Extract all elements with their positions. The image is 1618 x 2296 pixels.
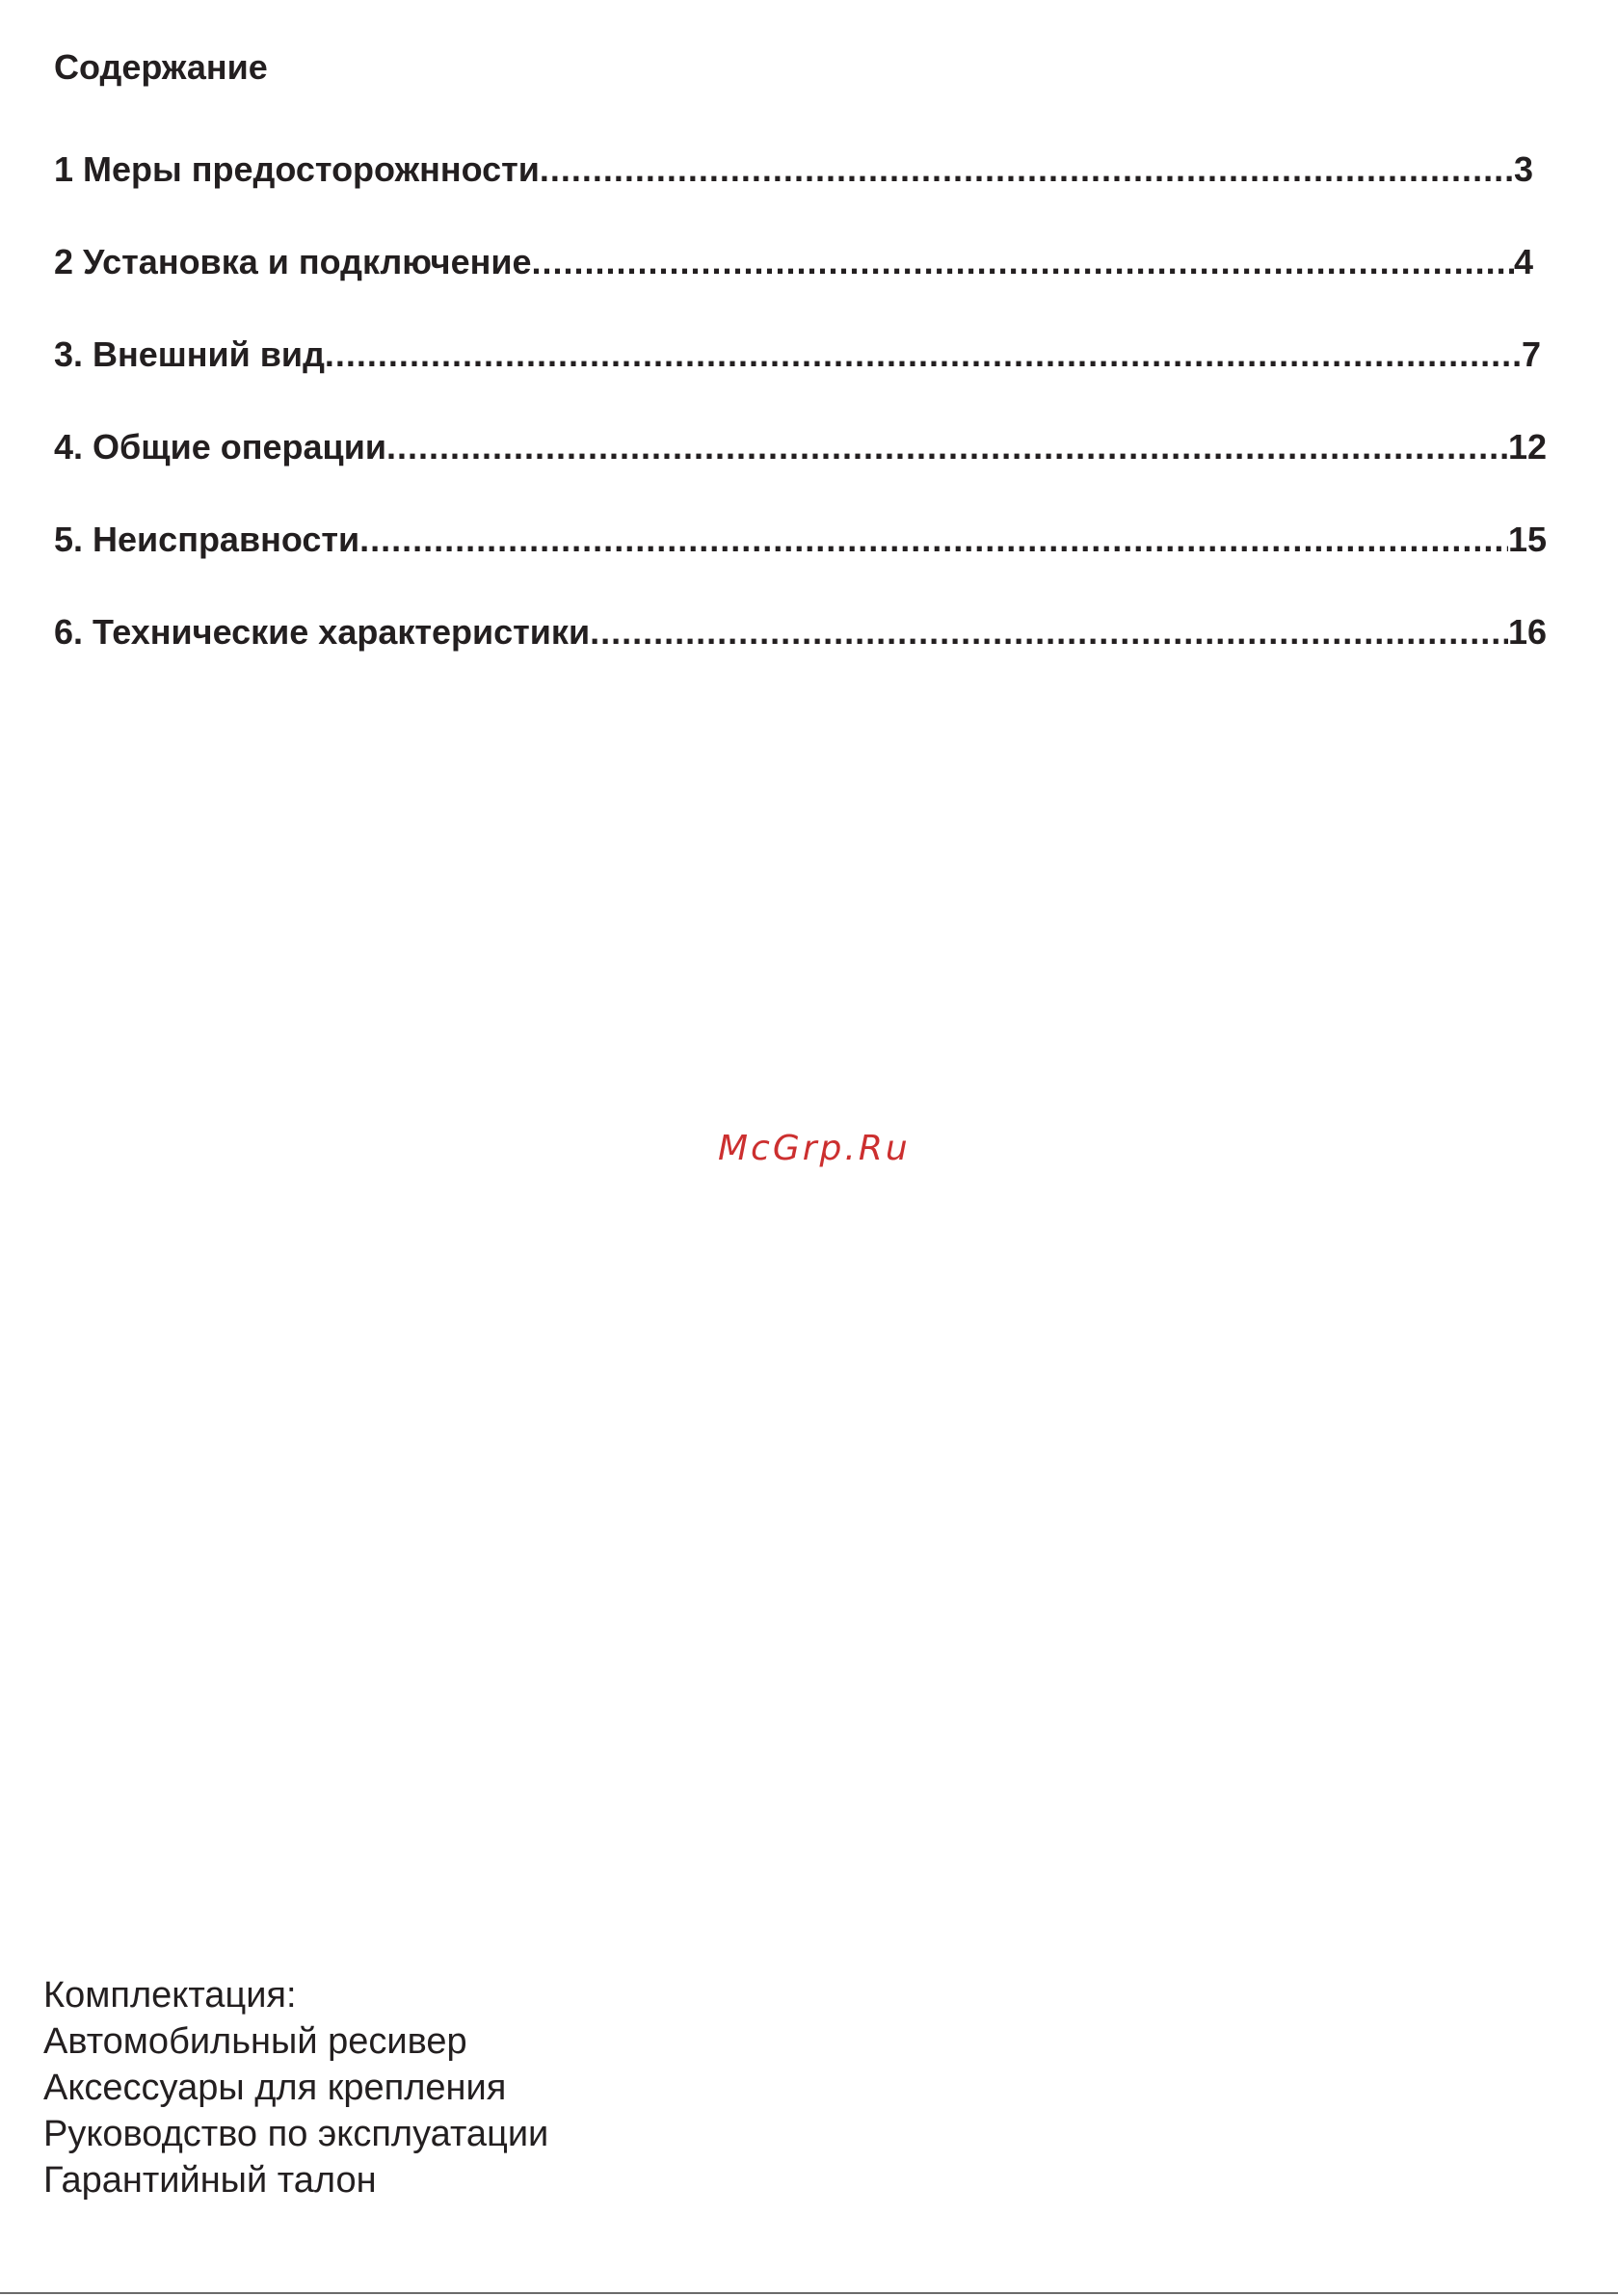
- toc-entry-label: 4. Общие операции: [54, 427, 386, 467]
- toc-title: Содержание: [54, 47, 268, 87]
- toc-dot-leader: [532, 239, 1514, 285]
- toc-dot-leader: [386, 424, 1508, 470]
- package-contents: [43, 1972, 548, 2203]
- toc-dot-leader: [325, 332, 1522, 378]
- toc-entry-label: 1 Меры предосторожнности: [54, 149, 540, 189]
- toc-entry-page: 4: [1513, 242, 1533, 281]
- toc-entry-page: 12: [1507, 427, 1547, 467]
- toc-entry-page: 3: [1513, 149, 1533, 189]
- toc-entry[interactable]: [54, 609, 1547, 655]
- toc-entry-label: 5. Неисправности: [54, 520, 360, 559]
- watermark-text: McGrp.Ru: [718, 1129, 911, 1168]
- toc-entry-label: 6. Технические характеристики: [54, 612, 591, 652]
- toc-entry[interactable]: [54, 239, 1533, 285]
- toc-entry-page: 15: [1507, 520, 1547, 559]
- toc-entry[interactable]: [54, 332, 1541, 378]
- toc-entry-page: 16: [1507, 612, 1547, 652]
- package-contents-item: Автомобильный ресивер: [43, 2021, 467, 2062]
- toc-entry-label: 3. Внешний вид: [54, 334, 325, 374]
- toc-entry-label: 2 Установка и подключение: [54, 242, 532, 281]
- package-contents-item: Аксессуары для крепления: [43, 2068, 507, 2108]
- toc-entry[interactable]: [54, 147, 1533, 193]
- toc-dot-leader: [590, 609, 1508, 655]
- package-contents-title: Комплектация:: [43, 1975, 297, 2016]
- toc-entry-page: 7: [1521, 334, 1541, 374]
- toc-entry[interactable]: [54, 424, 1547, 470]
- toc-dot-leader: [540, 147, 1514, 193]
- toc-dot-leader: [359, 517, 1508, 563]
- package-contents-item: Руководство по эксплуатации: [43, 2114, 549, 2154]
- page-bottom-divider: [0, 2292, 1618, 2294]
- toc-entry[interactable]: [54, 517, 1547, 563]
- package-contents-item: Гарантийный талон: [43, 2160, 377, 2201]
